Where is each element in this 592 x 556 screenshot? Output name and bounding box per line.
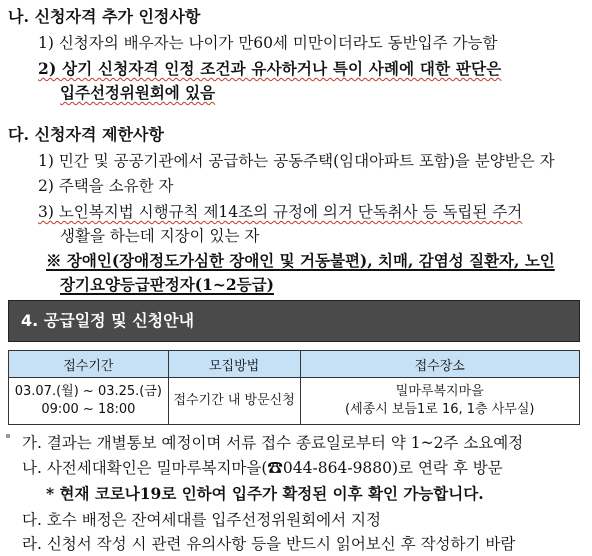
schedule-table-header-row xyxy=(9,351,580,378)
table-row xyxy=(9,378,580,425)
schedule-cell-period xyxy=(9,378,169,425)
schedule-cell-place xyxy=(300,378,580,425)
restriction-item-public-housing: 1) 민간 및 공공기관에서 공급하는 공동주택(임대아파트 포함)을 분양받은 자 xyxy=(38,152,555,170)
bullet-marker xyxy=(6,434,10,438)
schedule-period-dates: 03.07.(월) ~ 03.25.(금) xyxy=(14,384,162,399)
schedule-cell-method: 접수기간 내 방문신청 xyxy=(168,378,300,425)
schedule-header-period: 접수기간 xyxy=(9,351,169,378)
section-heading-restrictions: 다. 신청자격 제한사항 xyxy=(8,125,164,144)
restriction-note-line1: ※ 장애인(장애정도가심한 장애인 및 거동불편), 치매, 감염성 질환자, 노인 xyxy=(46,251,555,270)
schedule-header-method: 모집방법 xyxy=(168,351,300,378)
note-ga-result: 가. 결과는 개별통보 예정이며 서류 접수 종료일로부터 약 1~2주 소요예정 xyxy=(22,434,524,452)
schedule-table xyxy=(8,350,580,425)
restriction-item-welfare-law-line2: 생활을 하는데 지장이 있는 자 xyxy=(60,227,260,245)
restriction-item-welfare-law-line1: 3) 노인복지법 시행규칙 제14조의 규정에 의거 단독취사 등 독립된 주거 xyxy=(38,203,523,221)
schedule-place-address: (세종시 보듬1로 16, 1층 사무실) xyxy=(345,402,535,417)
note-ra-read-instructions: 라. 신청서 작성 시 관련 유의사항 등을 반드시 읽어보신 후 작성하기 바람 xyxy=(22,535,516,553)
restriction-note-line2: 장기요양등급판정자(1~2등급) xyxy=(60,275,274,294)
eligibility-item-committee-line1: 2) 상기 신청자격 인정 조건과 유사하거나 특이 사례에 대한 판단은 xyxy=(38,59,502,78)
schedule-header-place: 접수장소 xyxy=(300,351,580,378)
note-covid-notice: * 현재 코로나19로 인하여 입주가 확정된 이후 확인 가능합니다. xyxy=(46,484,484,503)
schedule-place-name: 밀마루복지마을 xyxy=(395,384,484,399)
section-heading-additional-eligibility: 나. 신청자격 추가 인정사항 xyxy=(8,7,201,26)
schedule-period-hours: 09:00 ~ 18:00 xyxy=(41,402,136,417)
section-banner-schedule: 4. 공급일정 및 신청안내 xyxy=(8,300,580,342)
eligibility-item-committee-line2: 입주선정위원회에 있음 xyxy=(60,83,216,102)
note-da-unit-assignment: 다. 호수 배정은 잔여세대를 입주선정위원회에서 지정 xyxy=(22,511,381,529)
eligibility-item-spouse: 1) 신청자의 배우자는 나이가 만60세 미만이더라도 동반입주 가능함 xyxy=(38,34,498,52)
note-na-visit: 나. 사전세대확인은 밀마루복지마을(☎044-864-9880)로 연락 후 방문 xyxy=(22,459,503,477)
restriction-item-home-owner: 2) 주택을 소유한 자 xyxy=(38,177,174,195)
